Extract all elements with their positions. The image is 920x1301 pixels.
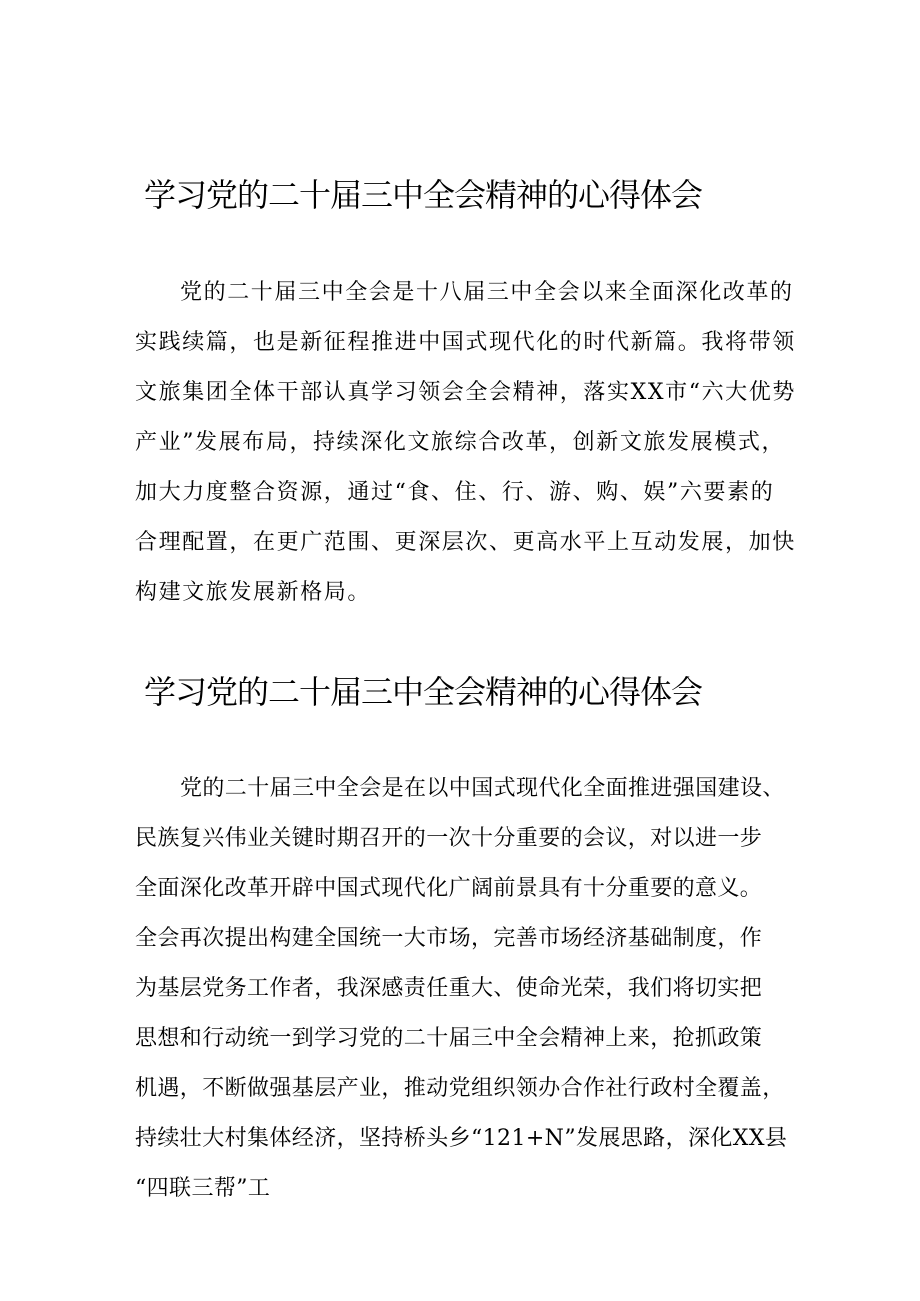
- paragraph: [135, 764, 825, 1214]
- section-title: 学习党的二十届三中全会精神的心得体会: [144, 673, 703, 711]
- paragraph-line: 民族复兴伟业关键时期召开的一次十分重要的会议，对以进一步: [135, 826, 763, 851]
- paragraph-line: 文旅集团全体干部认真学习领会全会精神，落实XX市“六大优势: [135, 380, 796, 405]
- paragraph-line: 机遇，不断做强基层产业，推动党组织领办合作社行政村全覆盖，: [135, 1076, 785, 1101]
- paragraph-line: 为基层党务工作者，我深感责任重大、使命光荣，我们将切实把: [135, 976, 763, 1001]
- paragraph-line: 全会再次提出构建全国统一大市场，完善市场经济基础制度，作: [135, 926, 763, 951]
- paragraph-line: 党的二十届三中全会是十八届三中全会以来全面深化改革的: [180, 280, 794, 305]
- paragraph-line: 持续壮大村集体经济，坚持桥头乡“121+N”发展思路，深化XX县: [135, 1126, 788, 1151]
- paragraph-line: 产业”发展布局，持续深化文旅综合改革，创新文旅发展模式，: [135, 430, 786, 455]
- paragraph-line: “四联三帮”工: [135, 1176, 271, 1201]
- paragraph-line: 全面深化改革开辟中国式现代化广阔前景具有十分重要的意义。: [135, 876, 763, 901]
- paragraph-line: 构建文旅发展新格局。: [135, 580, 372, 605]
- paragraph-line: 实践续篇，也是新征程推进中国式现代化的时代新篇。我将带领: [135, 330, 796, 355]
- paragraph-line: 合理配置，在更广范围、更深层次、更高水平上互动发展，加快: [135, 530, 796, 555]
- section-title: 学习党的二十届三中全会精神的心得体会: [144, 176, 703, 214]
- paragraph: [135, 268, 825, 618]
- paragraph-line: 思想和行动统一到学习党的二十届三中全会精神上来，抢抓政策: [135, 1026, 763, 1051]
- paragraph-line: 加大力度整合资源，通过“食、住、行、游、购、娱”六要素的: [135, 480, 775, 505]
- paragraph-line: 党的二十届三中全会是在以中国式现代化全面推进强国建设、: [180, 776, 785, 801]
